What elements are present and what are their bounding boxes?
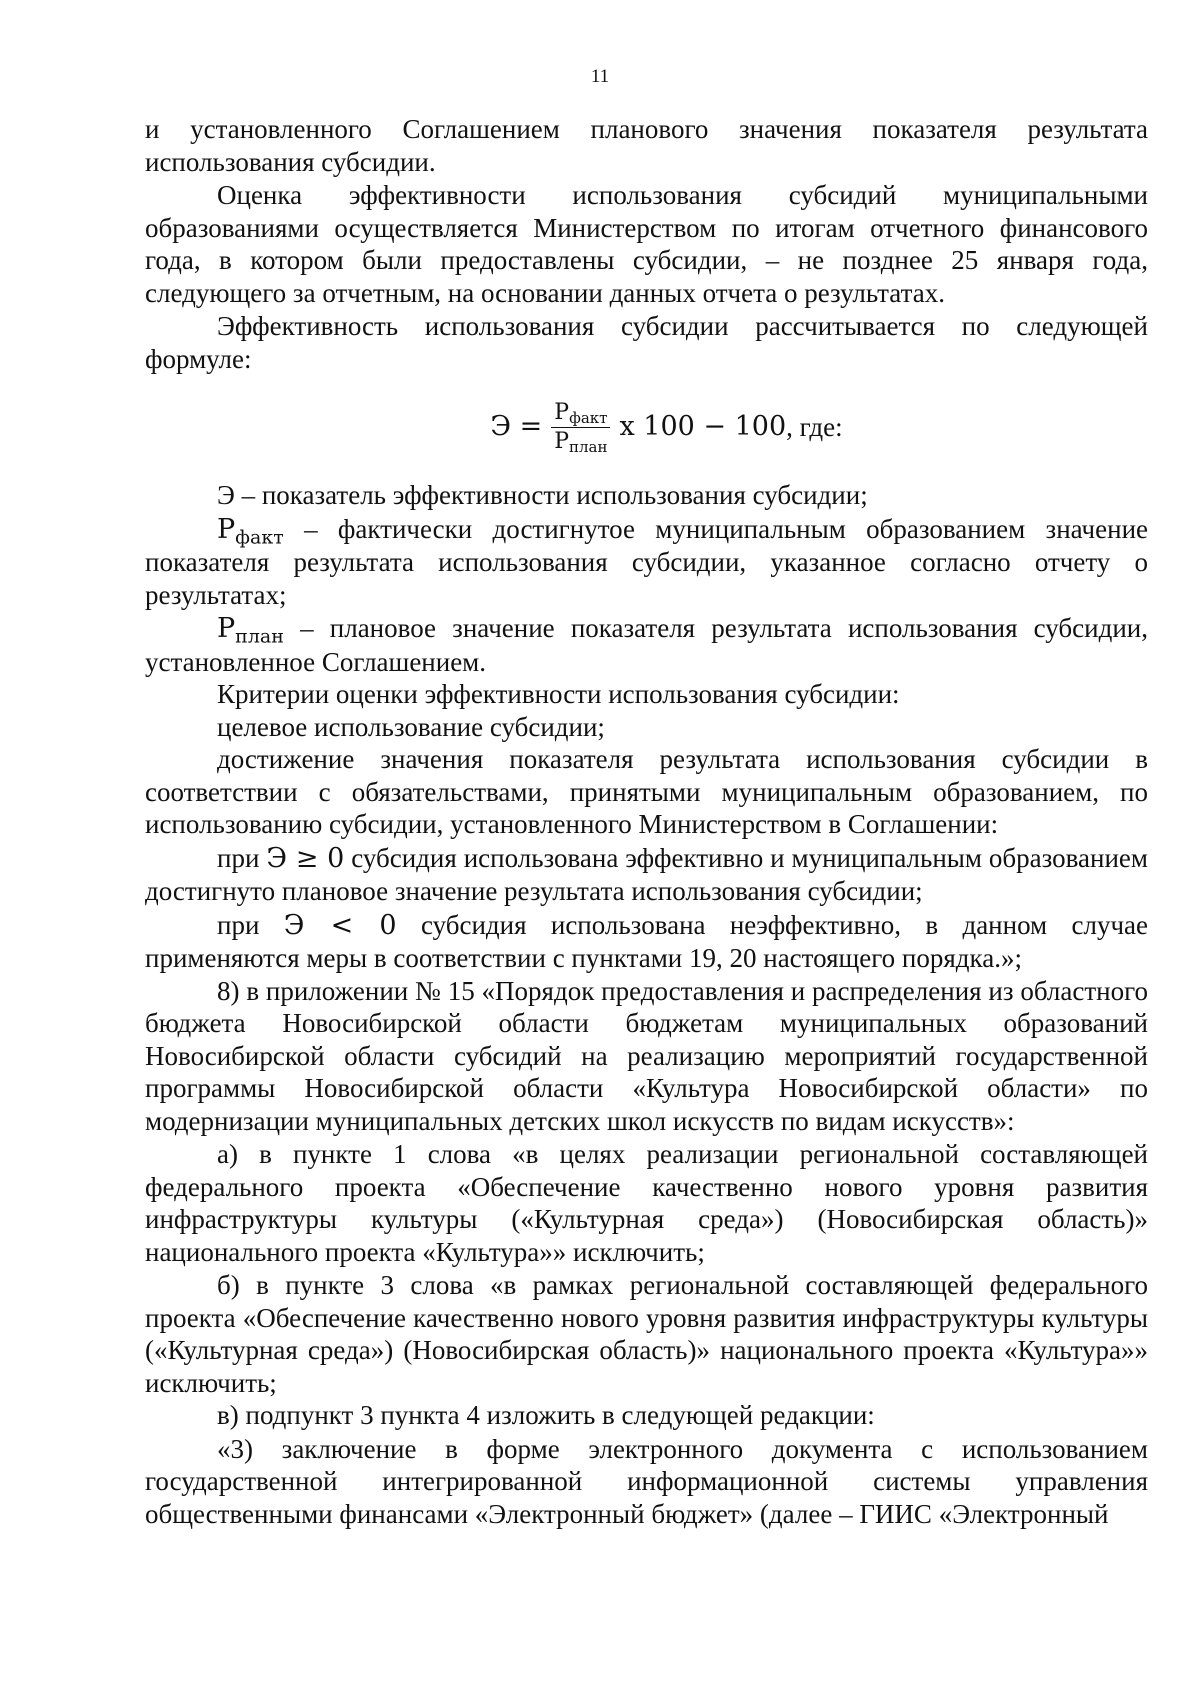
item-8: 8) в приложении № 15 «Порядок предоставления и распределения из областного бюджета Новосибирской области бюджетам муниципальных образований Новосибирской области субсидий на реализацию мероприятий государственной программы Новосибирской области «Культура Новосибирской области» по модернизации муниципальных детских школ искусств по видам искусств»: <box>145 975 1148 1136</box>
definition-p-plan <box>145 612 1148 678</box>
condition-ineffective-pre: при <box>217 909 284 940</box>
numerator-subscript: факт <box>569 408 608 427</box>
formula-denominator <box>554 428 607 455</box>
formula-lhs: Э = <box>490 410 543 442</box>
p-plan-text: – плановое значение показателя результата использования субсидии, установленное Соглашением. <box>145 613 1148 677</box>
condition-effective-math: Э ≥ 0 <box>266 842 345 874</box>
p-fact-subscript: факт <box>235 525 284 548</box>
condition-effective-pre: при <box>217 842 267 873</box>
denominator-subscript: план <box>569 437 608 456</box>
item-b: б) в пункте 3 слова «в рамках региональной составляющей федерального проекта «Обеспечение качественно нового уровня развития инфраструктуры культуры («Культурная среда») (Новосибирская область)» национального проекта «Культура»» исключить; <box>145 1270 1148 1398</box>
p-plan-subscript: план <box>235 625 284 648</box>
criteria-target-use: целевое использование субсидии; <box>217 711 605 742</box>
item-v: в) подпункт 3 пункта 4 изложить в следующей редакции: <box>217 1400 875 1430</box>
p-fact-symbol: Р <box>217 513 236 545</box>
p-plan-symbol: Р <box>217 613 236 644</box>
paragraph-continuation: и установленного Соглашением планового значения показателя результата использования субсидии. <box>145 114 1148 177</box>
formula-fraction <box>551 400 610 455</box>
formula-tail: , где: <box>786 411 843 442</box>
criteria-intro: Критерии оценки эффективности использования субсидии: <box>217 679 900 709</box>
page-number: 11 <box>590 66 610 87</box>
efficiency-formula <box>145 375 1148 479</box>
paragraph-efficiency-assessment: Оценка эффективности использования субсидий муниципальными образованиями осуществляется Министерством по итогам отчетного финансового года, в котором были предоставлены субсидии, – не позднее 25 января года, следующего за отчетным, на основании данных отчета о результатах. <box>145 180 1148 308</box>
denominator-symbol: Р <box>554 428 570 454</box>
paragraph-formula-intro: Эффективность использования субсидии рассчитывается по следующей формуле: <box>145 311 1148 374</box>
formula-numerator <box>551 400 610 428</box>
numerator-symbol: Р <box>554 399 570 425</box>
item-a: а) в пункте 1 слова «в целях реализации региональной составляющей федерального проекта «Обеспечение качественно нового уровня развития инфраструктуры культуры («Культурная среда») (Новосибирская область)» национального проекта «Культура»» исключить; <box>145 1139 1148 1267</box>
formula-rhs: х 100 − 100 <box>619 410 787 442</box>
document-body <box>145 113 1148 1530</box>
condition-effective-text: субсидия использована эффективно и муниципальным образованием достигнуто плановое значение результата использования субсидии; <box>145 842 1148 906</box>
condition-ineffective <box>145 909 1148 975</box>
item-3-conclusion: «3) заключение в форме электронного документа с использованием государственной интегрированной информационной системы управления общественными финансами «Электронный бюджет» (далее – ГИИС «Электронный <box>145 1433 1148 1529</box>
definition-e: Э – показатель эффективности использования субсидии; <box>217 480 868 510</box>
condition-effective <box>145 842 1148 908</box>
criteria-achievement: достижение значения показателя результата использования субсидии в соответствии с обязательствами, принятыми муниципальным образованием, по использованию субсидии, установленного Министерством в Соглашении: <box>145 744 1148 839</box>
p-fact-text: – фактически достигнутое муниципальным образованием значение показателя результата использования субсидии, указанное согласно отчету о результатах; <box>145 513 1148 610</box>
definition-p-fact <box>145 513 1148 612</box>
condition-ineffective-math: Э < 0 <box>283 909 397 941</box>
condition-ineffective-text: субсидия использована неэффективно, в данном случае применяются меры в соответствии с пунктами 19, 20 настоящего порядка.»; <box>145 909 1149 973</box>
